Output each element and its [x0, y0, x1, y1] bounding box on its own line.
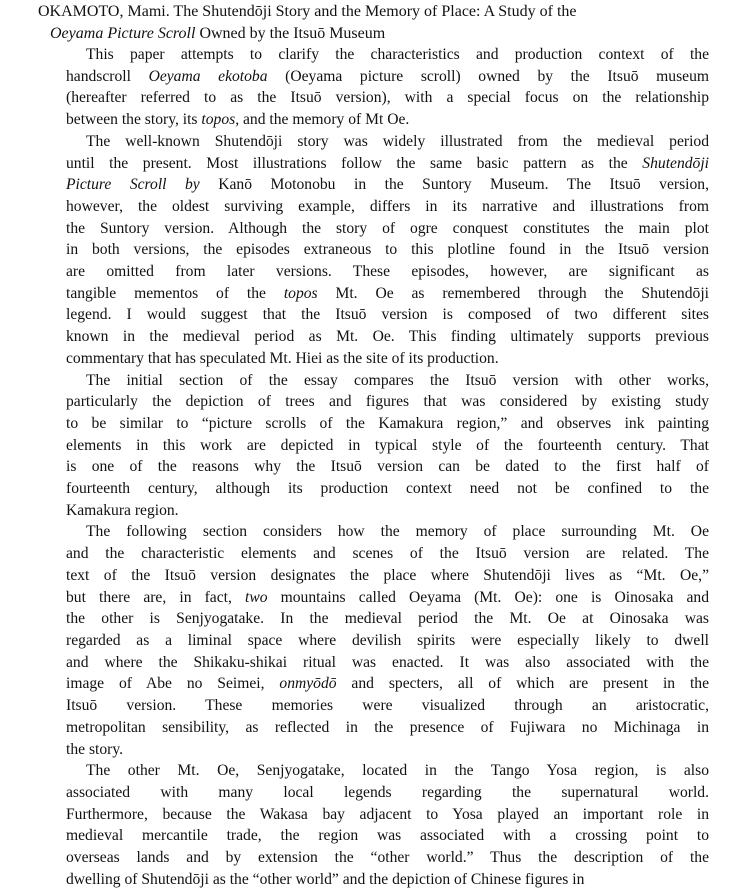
abstract-body	[66, 44, 709, 890]
text-line: the other is Senjyogatake. In the medieval period the Mt. Oe at Oinosaka was	[66, 610, 709, 628]
text-line: and where the Shikaku-shikai ritual was enacted. It was also associated with the	[66, 653, 709, 671]
text-line: The initial section of the essay compares the Itsuō version with other works,	[86, 371, 709, 389]
text-line: Picture Scroll by Kanō Motonobu in the Suntory Museum. The Itsuō version,	[66, 176, 709, 194]
text-line: and the characteristic elements and scenes of the Itsuō version are related. The	[66, 545, 709, 563]
text-line: tangible mementos of the topos Mt. Oe as remembered through the Shutendōji	[66, 284, 709, 302]
text-line: particularly the depiction of trees and figures that was considered by existing study	[66, 393, 709, 411]
text-line: Kamakura region.	[66, 501, 179, 519]
text-line: but there are, in fact, two mountains called Oeyama (Mt. Oe): one is Oinosaka and	[66, 588, 709, 606]
text-line: known in the medieval period as Mt. Oe. This finding ultimately supports previous	[66, 328, 709, 346]
text-line: associated with many local legends regarding the supernatural world.	[66, 783, 709, 801]
paragraph	[66, 521, 709, 760]
text-line: in both versions, the episodes extraneous to this plotline found in the Itsuō version	[66, 241, 709, 259]
text-line: regarded as a liminal space where devilish spirits were especially likely to dwell	[66, 631, 709, 649]
heading-line-1	[38, 1, 743, 23]
text-line: The other Mt. Oe, Senjyogatake, located in the Tango Yosa region, is also	[86, 762, 709, 780]
text-line: fourteenth century, although its production context need not be confined to the	[66, 480, 709, 498]
text-line: the story.	[66, 740, 124, 758]
text-line: medieval mercantile trade, the region was associated with a crossing point to	[66, 827, 709, 845]
text-line: is one of the reasons why the Itsuō version can be dated to the first half of	[66, 458, 709, 476]
text-line: The following section considers how the memory of place surrounding Mt. Oe	[86, 523, 709, 541]
text-line: the Suntory version. Although the story of ogre conquest constitutes the main plot	[66, 219, 709, 237]
text-line: text of the Itsuō version designates the place where Shutendōji lives as “Mt. Oe,”	[66, 566, 709, 584]
text-line: are omitted from later versions. These episodes, however, are significant as	[66, 263, 709, 281]
paragraph	[66, 760, 709, 890]
author-name: OKAMOTO, Mami.	[38, 3, 170, 20]
text-line: legend. I would suggest that the Itsuō version is composed of two different sites	[66, 306, 709, 324]
article-title-part-1: The Shutendōji Story and the Memory of Place: A Study of the	[173, 3, 577, 20]
article-title-italic: Oeyama Picture Scroll	[50, 25, 196, 42]
text-line: handscroll Oeyama ekotoba (Oeyama picture scroll) owned by the Itsuō museum	[66, 67, 709, 85]
text-line: image of Abe no Seimei, onmyōdō and specters, all of which are present in the	[66, 675, 709, 693]
text-line: This paper attempts to clarify the characteristics and production context of the	[86, 46, 709, 63]
article-title-part-2: Owned by the Itsuō Museum	[195, 25, 386, 42]
paragraph	[66, 44, 709, 131]
paragraph	[66, 370, 709, 522]
text-line: between the story, its topos, and the memory of Mt Oe.	[66, 111, 410, 129]
text-line: Furthermore, because the Wakasa bay adjacent to Yosa played an important role in	[66, 805, 709, 823]
text-line: metropolitan sensibility, as reflected in the presence of Fujiwara no Michinaga in	[66, 718, 709, 736]
article-heading	[38, 1, 743, 45]
text-line: Itsuō version. These memories were visualized through an aristocratic,	[66, 697, 709, 715]
text-line: elements in this work are depicted in typical style of the fourteenth century. That	[66, 436, 709, 454]
text-line: however, the oldest surviving example, differs in its narrative and illustrations from	[66, 197, 709, 215]
text-line: dwelling of Shutendōji as the “other world” and the depiction of Chinese figures in	[66, 870, 585, 888]
text-line: commentary that has speculated Mt. Hiei as the site of its production.	[66, 349, 499, 367]
text-line: (hereafter referred to as the Itsuō version), with a special focus on the relationship	[66, 89, 709, 107]
text-line: overseas lands and by extension the “other world.” Thus the description of the	[66, 849, 709, 867]
text-line: The well-known Shutendōji story was widely illustrated from the medieval period	[86, 132, 709, 150]
text-line: until the present. Most illustrations follow the same basic pattern as the Shutendōji	[66, 154, 709, 172]
heading-line-2	[38, 23, 743, 45]
text-line: to be similar to “picture scrolls of the Kamakura region,” and observes ink painting	[66, 414, 709, 432]
paragraph	[66, 131, 709, 370]
